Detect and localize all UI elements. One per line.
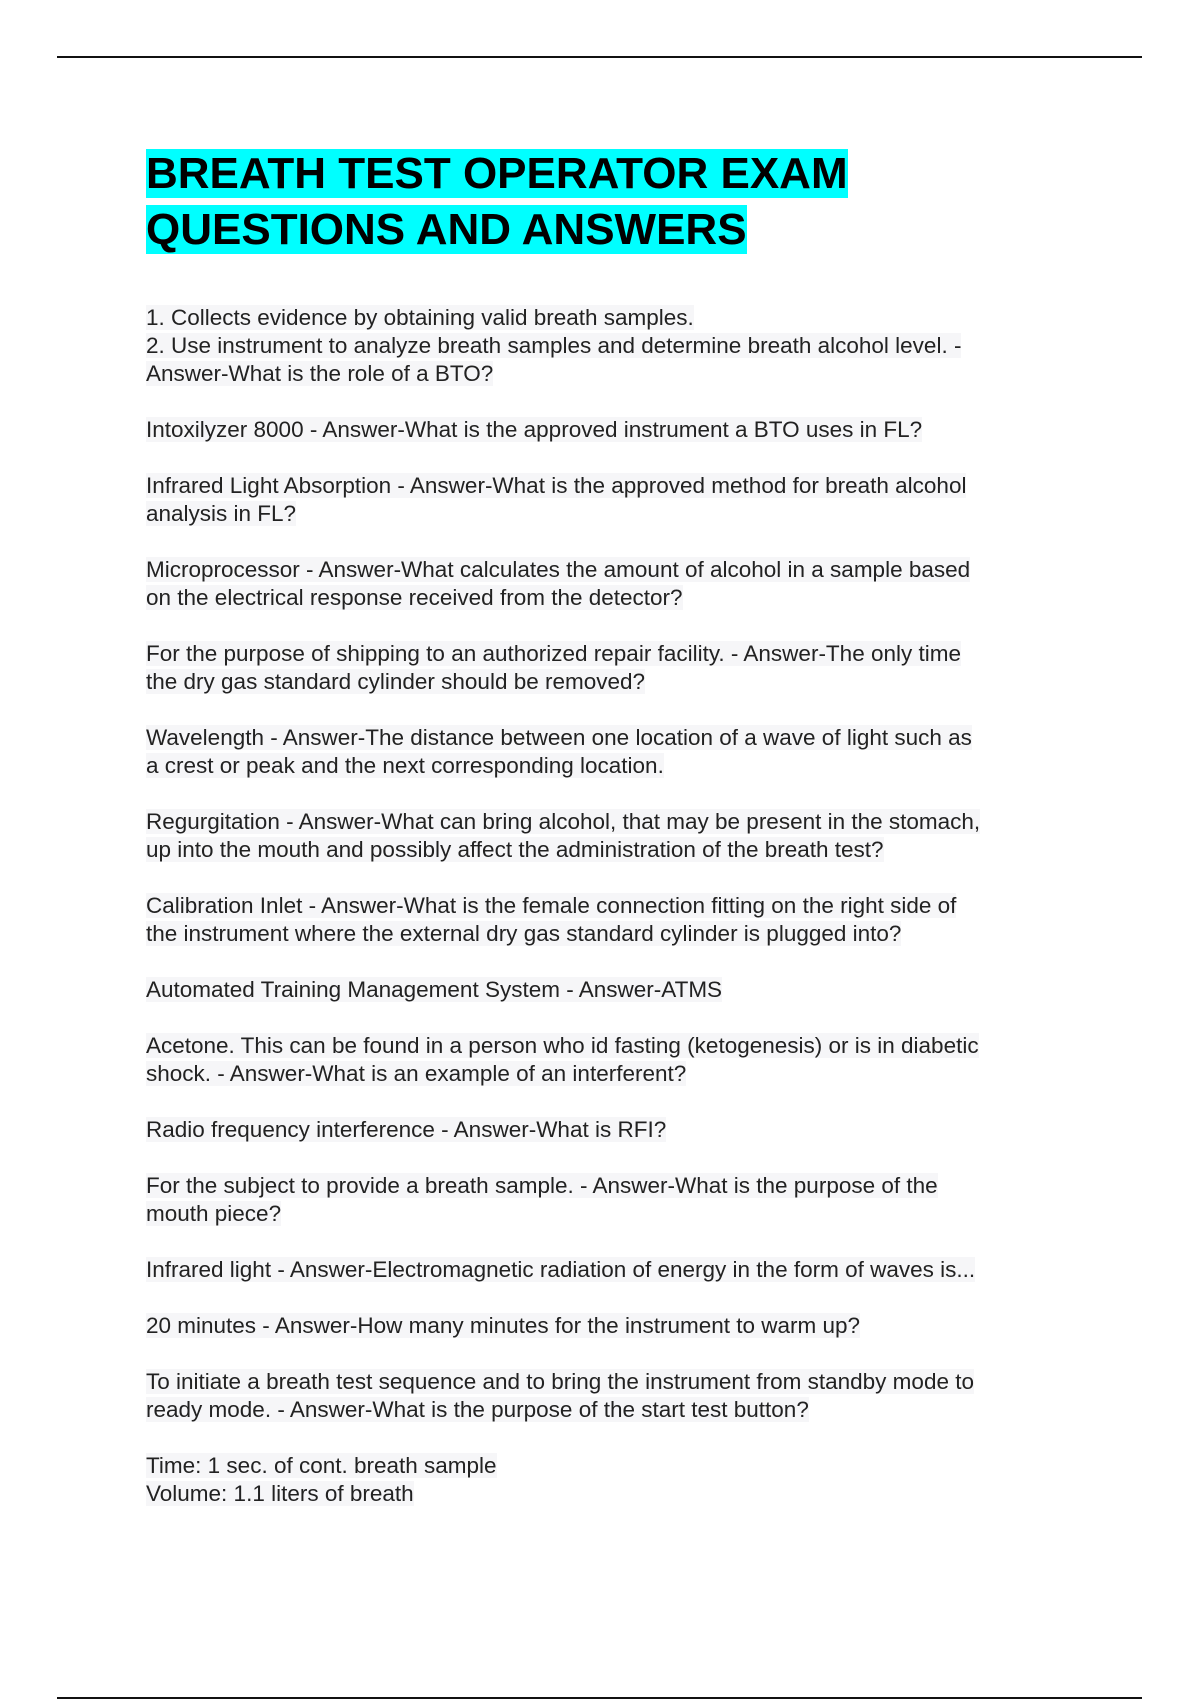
qa-line-text: For the purpose of shipping to an authorized repair facility. - Answer-The only time	[146, 641, 961, 666]
qa-line-text: Intoxilyzer 8000 - Answer-What is the approved instrument a BTO uses in FL?	[146, 417, 923, 442]
qa-line-text: the dry gas standard cylinder should be removed?	[146, 669, 646, 694]
qa-line-text: Infrared Light Absorption - Answer-What is the approved method for breath alcohol	[146, 473, 967, 498]
qa-item	[146, 808, 1046, 864]
qa-line	[146, 304, 1046, 332]
qa-line	[146, 1256, 1046, 1284]
qa-item	[146, 1032, 1046, 1088]
qa-item	[146, 1116, 1046, 1144]
qa-list	[146, 304, 1046, 1508]
qa-line-text: Answer-What is the role of a BTO?	[146, 361, 494, 386]
qa-line-text: shock. - Answer-What is an example of an interferent?	[146, 1061, 687, 1086]
qa-item	[146, 1172, 1046, 1228]
qa-line	[146, 500, 1046, 528]
qa-line	[146, 668, 1046, 696]
qa-item	[146, 472, 1046, 528]
qa-item	[146, 556, 1046, 612]
qa-line-text: Infrared light - Answer-Electromagnetic radiation of energy in the form of waves is...	[146, 1257, 976, 1282]
qa-line	[146, 332, 1046, 360]
qa-line-text: To initiate a breath test sequence and to bring the instrument from standby mode to	[146, 1369, 974, 1394]
qa-line-text: For the subject to provide a breath sample. - Answer-What is the purpose of the	[146, 1173, 938, 1198]
qa-line	[146, 1032, 1046, 1060]
qa-line	[146, 836, 1046, 864]
qa-line	[146, 1368, 1046, 1396]
qa-line	[146, 976, 1046, 1004]
title-line: BREATH TEST OPERATOR EXAM	[146, 149, 848, 198]
qa-line	[146, 472, 1046, 500]
title-line: QUESTIONS AND ANSWERS	[146, 205, 747, 254]
qa-line	[146, 1116, 1046, 1144]
qa-line	[146, 920, 1046, 948]
header-rule	[57, 56, 1142, 58]
qa-line-text: Calibration Inlet - Answer-What is the female connection fitting on the right side of	[146, 893, 957, 918]
qa-item	[146, 976, 1046, 1004]
qa-line-text: Radio frequency interference - Answer-What is RFI?	[146, 1117, 667, 1142]
qa-line	[146, 1060, 1046, 1088]
qa-item	[146, 640, 1046, 696]
qa-line-text: Automated Training Management System - Answer-ATMS	[146, 977, 723, 1002]
qa-line-text: a crest or peak and the next corresponding location.	[146, 753, 664, 778]
qa-line	[146, 1172, 1046, 1200]
qa-line-text: 20 minutes - Answer-How many minutes for the instrument to warm up?	[146, 1313, 861, 1338]
qa-line	[146, 724, 1046, 752]
qa-line-text: 1. Collects evidence by obtaining valid breath samples.	[146, 305, 694, 330]
qa-item	[146, 724, 1046, 780]
footer-rule	[57, 1697, 1142, 1699]
qa-line-text: ready mode. - Answer-What is the purpose of the start test button?	[146, 1397, 809, 1422]
qa-line-text: Microprocessor - Answer-What calculates the amount of alcohol in a sample based	[146, 557, 971, 582]
qa-line	[146, 752, 1046, 780]
qa-line	[146, 640, 1046, 668]
qa-line	[146, 1452, 1046, 1480]
qa-line-text: Acetone. This can be found in a person who id fasting (ketogenesis) or is in diabetic	[146, 1033, 979, 1058]
qa-item	[146, 892, 1046, 948]
qa-line	[146, 1312, 1046, 1340]
qa-line-text: mouth piece?	[146, 1201, 282, 1226]
qa-line-text: Time: 1 sec. of cont. breath sample	[146, 1453, 497, 1478]
qa-line-text: 2. Use instrument to analyze breath samples and determine breath alcohol level. -	[146, 333, 962, 358]
qa-line-text: Regurgitation - Answer-What can bring alcohol, that may be present in the stomach,	[146, 809, 981, 834]
qa-line-text: analysis in FL?	[146, 501, 297, 526]
qa-line	[146, 1480, 1046, 1508]
qa-line	[146, 360, 1046, 388]
qa-line	[146, 556, 1046, 584]
qa-item	[146, 1256, 1046, 1284]
qa-line-text: Volume: 1.1 liters of breath	[146, 1481, 414, 1506]
qa-item	[146, 416, 1046, 444]
qa-item	[146, 1368, 1046, 1424]
qa-line-text: on the electrical response received from the detector?	[146, 585, 683, 610]
document-body	[146, 146, 1046, 1536]
qa-line-text: the instrument where the external dry gas standard cylinder is plugged into?	[146, 921, 902, 946]
qa-line-text: up into the mouth and possibly affect the administration of the breath test?	[146, 837, 884, 862]
qa-line	[146, 892, 1046, 920]
qa-line	[146, 1200, 1046, 1228]
qa-line	[146, 416, 1046, 444]
qa-line	[146, 1396, 1046, 1424]
qa-item	[146, 304, 1046, 388]
page-title	[146, 146, 1046, 258]
qa-line	[146, 584, 1046, 612]
qa-item	[146, 1452, 1046, 1508]
qa-item	[146, 1312, 1046, 1340]
qa-line	[146, 808, 1046, 836]
qa-line-text: Wavelength - Answer-The distance between one location of a wave of light such as	[146, 725, 972, 750]
